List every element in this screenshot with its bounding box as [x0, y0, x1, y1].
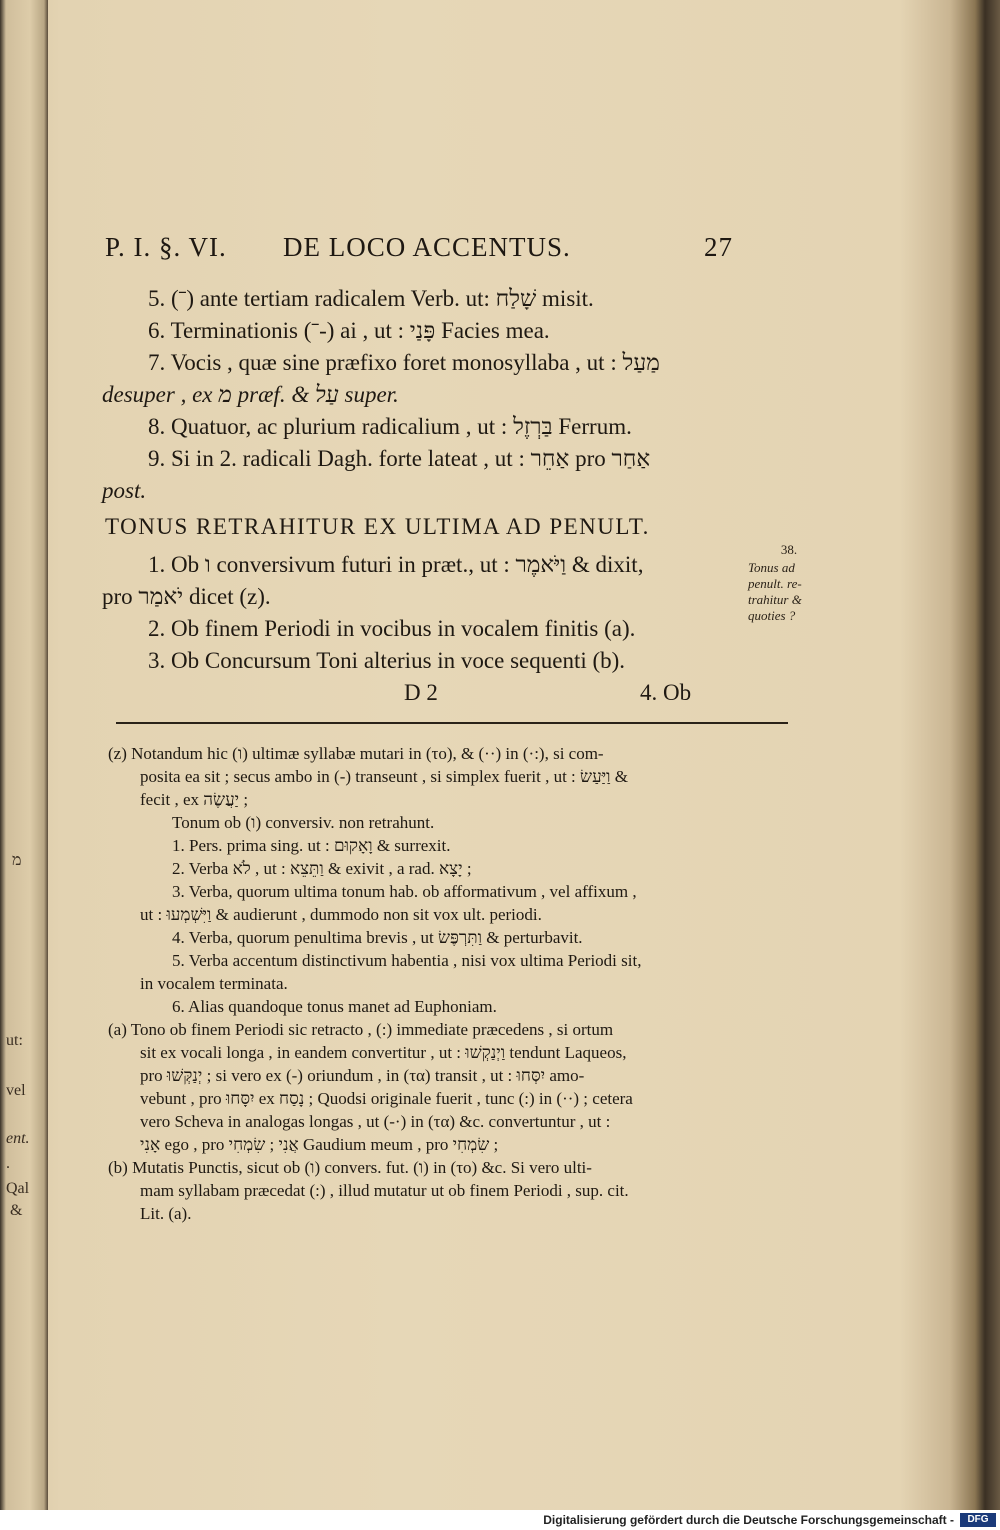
margin-note-line: trahitur & — [748, 592, 802, 607]
footnote-b-line: Lit. (a). — [140, 1204, 192, 1223]
rule-line-9-cont: post. — [102, 478, 147, 503]
left-page-edge — [0, 0, 48, 1510]
left-fragment: ent. — [6, 1130, 30, 1147]
footnote-z-item: in vocalem terminata. — [140, 974, 288, 993]
retraction-line-1: 1. Ob ו conversivum futuri in præt., ut : וַיֹּאמֶר & dixit, — [148, 552, 644, 577]
rule-line-9: 9. Si in 2. radicali Dagh. forte lateat , ut : אַחֵר pro אַחַר — [148, 446, 651, 471]
footnote-z-line: fecit , ex יַעֲשֶׂה ; — [140, 790, 249, 809]
book-page — [48, 0, 978, 1510]
footnote-z-item: ut : וַיִּשְׁמְעוּ & audierunt , dummodo non sit vox ult. periodi. — [140, 905, 542, 924]
left-fragment: . — [6, 1155, 10, 1172]
left-fragment: Qal — [6, 1180, 30, 1197]
page-title: DE LOCO ACCENTUS. — [283, 232, 571, 262]
footnote-z-line: Tonum ob (ו) conversiv. non retrahunt. — [172, 813, 435, 832]
footnote-b: (b) Mutatis Punctis, sicut ob (ו) convers. fut. (ו) in (τo) &c. Si vero ulti- — [108, 1158, 592, 1177]
footnote-z: (z) Notandum hic (ו) ultimæ syllabæ mutari in (τo), & (··) in (·:), si com- — [108, 744, 604, 763]
footnote-a-line: sit ex vocali longa , in eandem convertitur , ut : וַיְנַקְשׁוּ tendunt Laqueos, — [140, 1043, 627, 1062]
rule-line-7-cont: desuper , ex מ præf. & עַל super. — [102, 382, 399, 407]
footnote-divider — [116, 722, 788, 724]
footnote-a: (a) Tono ob finem Periodi sic retracto , (:) immediate præcedens , si ortum — [108, 1020, 614, 1039]
catchword: 4. Ob — [640, 680, 692, 705]
retraction-line-1-cont: pro יֹאמַר dicet (z). — [102, 584, 271, 609]
margin-note-line: penult. re- — [748, 576, 802, 591]
page-number: 27 — [704, 232, 733, 262]
dfg-logo: DFG — [960, 1513, 996, 1527]
footnote-a-line: אָנִי ego , pro אֲנִי ; שִׂמְחִי Gaudium meum , pro שִׂמְחִי ; — [140, 1135, 499, 1154]
signature-mark: D 2 — [404, 680, 438, 705]
footnote-z-line: posita ea sit ; secus ambo in (-) transeunt , si simplex fuerit , ut : וַיַּעַשׂ & — [140, 767, 628, 786]
footnote-z-item: 6. Alias quandoque tonus manet ad Euphoniam. — [172, 997, 497, 1016]
footer-credit: Digitalisierung gefördert durch die Deutsche Forschungsgemeinschaft - — [543, 1513, 954, 1527]
digitization-footer — [0, 1510, 1000, 1530]
rule-line-8: 8. Quatuor, ac plurium radicalium , ut : בַּרְזֶל Ferrum. — [148, 414, 632, 439]
footnote-a-line: vero Scheva in analogas longas , ut (-·) in (τα) &c. convertuntur , ut : — [140, 1112, 611, 1131]
rule-line-7: 7. Vocis , quæ sine præfixo foret monosyllaba , ut : מַעַל — [148, 350, 660, 375]
retraction-line-3: 3. Ob Concursum Toni alterius in voce sequenti (b). — [148, 648, 626, 673]
left-fragment: ut: — [6, 1032, 23, 1049]
rule-line-5: 5. (ˉ) ante tertiam radicalem Verb. ut: שָׁלַח misit. — [148, 286, 594, 311]
footnote-b-line: mam syllabam præcedat (:) , illud mutatur ut ob finem Periodi , sup. cit. — [140, 1181, 629, 1200]
header-section: P. I. §. VI. — [105, 232, 227, 262]
footnote-z-item: 4. Verba, quorum penultima brevis , ut וַתִּרְפֶּשׂ & perturbavit. — [172, 928, 583, 947]
footnote-z-item: 1. Pers. prima sing. ut : וָאָקוּם & surrexit. — [172, 836, 451, 855]
section-heading: TONUS RETRAHITUR EX ULTIMA AD PENULT. — [105, 514, 650, 539]
footnote-z-item: 2. Verba לֹא , ut : וַתֵּצֵא & exivit , a rad. יָצָא ; — [172, 859, 472, 878]
footnote-a-line: vebunt , pro יִסָּחוּ ex נָסַח ; Quodsi originale fuerit , tunc (:) in (··) ; cetera — [140, 1089, 633, 1108]
left-fragment: vel — [6, 1082, 26, 1099]
rule-line-6: 6. Terminationis (ˉ-) ai , ut : פָּנַי Facies mea. — [148, 318, 550, 343]
left-fragment: & — [10, 1202, 23, 1219]
left-fragment: מ — [12, 852, 22, 869]
margin-note-number: 38. — [780, 542, 798, 557]
footnote-a-line: pro יְנַקְּשׁוּ ; si vero ex (-) oriundum , in (τα) transit , ut : יִסְּחוּ amo- — [140, 1066, 585, 1085]
margin-note-line: Tonus ad — [748, 560, 795, 575]
footnote-z-item: 5. Verba accentum distinctivum habentia , nisi vox ultima Periodi sit, — [172, 951, 642, 970]
margin-note-line: quoties ? — [748, 608, 796, 623]
retraction-line-2: 2. Ob finem Periodi in vocibus in vocalem finitis (a). — [148, 616, 636, 641]
footnote-z-item: 3. Verba, quorum ultima tonum hab. ob afformativum , vel affixum , — [172, 882, 637, 901]
